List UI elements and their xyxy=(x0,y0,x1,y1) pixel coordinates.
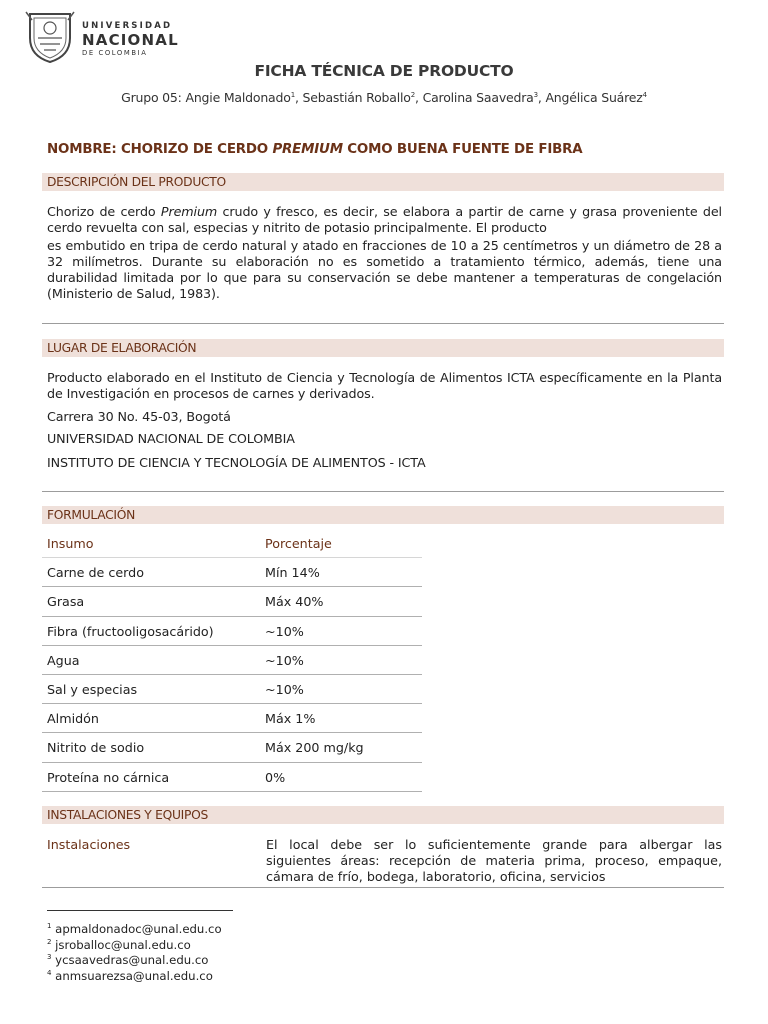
logo-line-1: UNIVERSIDAD xyxy=(82,21,173,31)
author-name: Angie Maldonado xyxy=(185,90,291,105)
footnote-email: jsroballoc@unal.edu.co xyxy=(51,937,191,952)
description-paragraph-1 xyxy=(47,204,722,236)
table-cell: Grasa xyxy=(47,594,85,610)
section-installations-header xyxy=(42,806,724,824)
footnote-mark: 2 xyxy=(47,937,52,946)
table-row xyxy=(42,558,422,587)
table-row xyxy=(42,704,422,733)
footnote-mark: 1 xyxy=(290,90,295,99)
table-cell: Sal y especias xyxy=(47,681,138,697)
table-cell: 0% xyxy=(265,769,286,785)
table-row xyxy=(42,675,422,704)
footnote-item xyxy=(47,938,222,954)
footnote-item xyxy=(47,953,222,969)
product-name-part: COMO BUENA FUENTE DE FIBRA xyxy=(342,142,583,157)
section-title: INSTALACIONES Y EQUIPOS xyxy=(47,808,208,822)
footnote-email: ycsaavedras@unal.edu.co xyxy=(51,953,209,967)
section-description-header xyxy=(42,173,724,191)
table-header-cell: Porcentaje xyxy=(265,536,332,551)
table-row xyxy=(42,763,422,792)
logo-line-3: DE COLOMBIA xyxy=(82,48,148,57)
section-title: LUGAR DE ELABORACIÓN xyxy=(47,341,197,355)
description-text: Chorizo de cerdo xyxy=(47,204,161,219)
installations-text: El local debe ser lo suficientemente grande para albergar las siguientes áreas: recepción de materia prima, proceso, empaque, cámara de frío, bodega, laboratorio, oficina, servicios xyxy=(266,837,722,884)
description-text: crudo y fresco, es decir, se elabora a partir de carne y grasa proveniente del cerdo revuelta con sal, especias y nitrito de potasio principalmente. El producto xyxy=(47,204,722,235)
footnotes xyxy=(47,922,222,984)
author-name: Sebastián Roballo xyxy=(302,90,411,105)
section-title: DESCRIPCIÓN DEL PRODUCTO xyxy=(47,175,226,189)
table-cell: Carne de cerdo xyxy=(47,565,144,581)
place-university: UNIVERSIDAD NACIONAL DE COLOMBIA xyxy=(47,431,295,446)
footnote-mark: 4 xyxy=(642,90,647,99)
footnote-item xyxy=(47,922,222,938)
authors-prefix: Grupo 05: xyxy=(121,90,186,105)
table-cell: Mín 14% xyxy=(265,565,320,581)
table-row xyxy=(42,646,422,675)
divider xyxy=(42,491,724,492)
product-name-part: NOMBRE: CHORIZO DE CERDO xyxy=(47,142,273,157)
table-cell: Máx 200 mg/kg xyxy=(265,740,364,756)
author-name: Carolina Saavedra xyxy=(422,90,534,105)
table-cell: ~10% xyxy=(265,623,304,639)
table-cell: ~10% xyxy=(265,652,304,668)
table-header-row xyxy=(42,529,422,558)
authors-line: Grupo 05: Angie Maldonado$^1$, Sebastián Roballo$^2$, Carolina Saavedra$^3$, Angélica Suárez$^4$ xyxy=(121,90,647,105)
university-logo xyxy=(24,8,184,66)
footnote-mark: 4 xyxy=(47,968,52,977)
table-header-cell: Insumo xyxy=(47,536,94,551)
footnote-mark: 3 xyxy=(533,90,538,99)
logo-line-2: NACIONAL xyxy=(82,30,179,49)
divider xyxy=(42,323,724,324)
formulation-table xyxy=(42,529,422,792)
logo-wordmark xyxy=(82,22,179,56)
product-name xyxy=(47,142,582,157)
description-paragraph-2: es embutido en tripa de cerdo natural y atado en fracciones de 10 a 25 centímetros y un diámetro de 28 a 32 milímetros. Durante su elaboración no es sometido a tratamiento térmico, además, tiene una durabilidad limitada por lo que para su conservación se debe mantener a temperaturas de congelación (Ministerio de Salud, 1983). xyxy=(47,238,722,301)
footnote-mark: 2 xyxy=(410,90,416,99)
place-address: Carrera 30 No. 45-03, Bogotá xyxy=(47,409,231,424)
table-row xyxy=(42,617,422,646)
footnote-mark: 1 xyxy=(47,922,52,931)
footnote-separator xyxy=(47,910,233,911)
table-cell: Fibra (fructooligosacárido) xyxy=(47,623,214,639)
table-cell: Máx 40% xyxy=(265,594,324,610)
table-cell: ~10% xyxy=(265,681,304,697)
divider xyxy=(42,887,724,888)
footnote-email: apmaldonadoc@unal.edu.co xyxy=(51,922,222,936)
section-place-header xyxy=(42,339,724,357)
author-name: Angélica Suárez xyxy=(545,90,643,105)
footnote-email: anmsuarezsa@unal.edu.co xyxy=(51,968,213,983)
footnote-mark: 3 xyxy=(47,953,52,962)
table-cell: Máx 1% xyxy=(265,711,316,727)
table-row xyxy=(42,587,422,616)
installations-label: Instalaciones xyxy=(47,837,131,852)
university-seal-icon xyxy=(24,8,76,64)
product-name-italic: PREMIUM xyxy=(272,142,343,157)
section-title: FORMULACIÓN xyxy=(47,508,136,522)
section-formulation-header xyxy=(42,506,724,524)
table-cell: Nitrito de sodio xyxy=(47,740,145,756)
table-cell: Proteína no cárnica xyxy=(47,769,170,785)
description-italic: Premium xyxy=(160,204,218,219)
place-paragraph: Producto elaborado en el Instituto de Ciencia y Tecnología de Alimentos ICTA específicamente en la Planta de Investigación en procesos de carnes y derivados. xyxy=(47,370,722,401)
place-institute: INSTITUTO DE CIENCIA Y TECNOLOGÍA DE ALIMENTOS - ICTA xyxy=(47,455,426,470)
footnote-item xyxy=(47,969,222,985)
table-cell: Almidón xyxy=(47,711,99,727)
table-row xyxy=(42,733,422,762)
table-cell: Agua xyxy=(47,652,80,668)
document-title: FICHA TÉCNICA DE PRODUCTO xyxy=(254,62,514,80)
